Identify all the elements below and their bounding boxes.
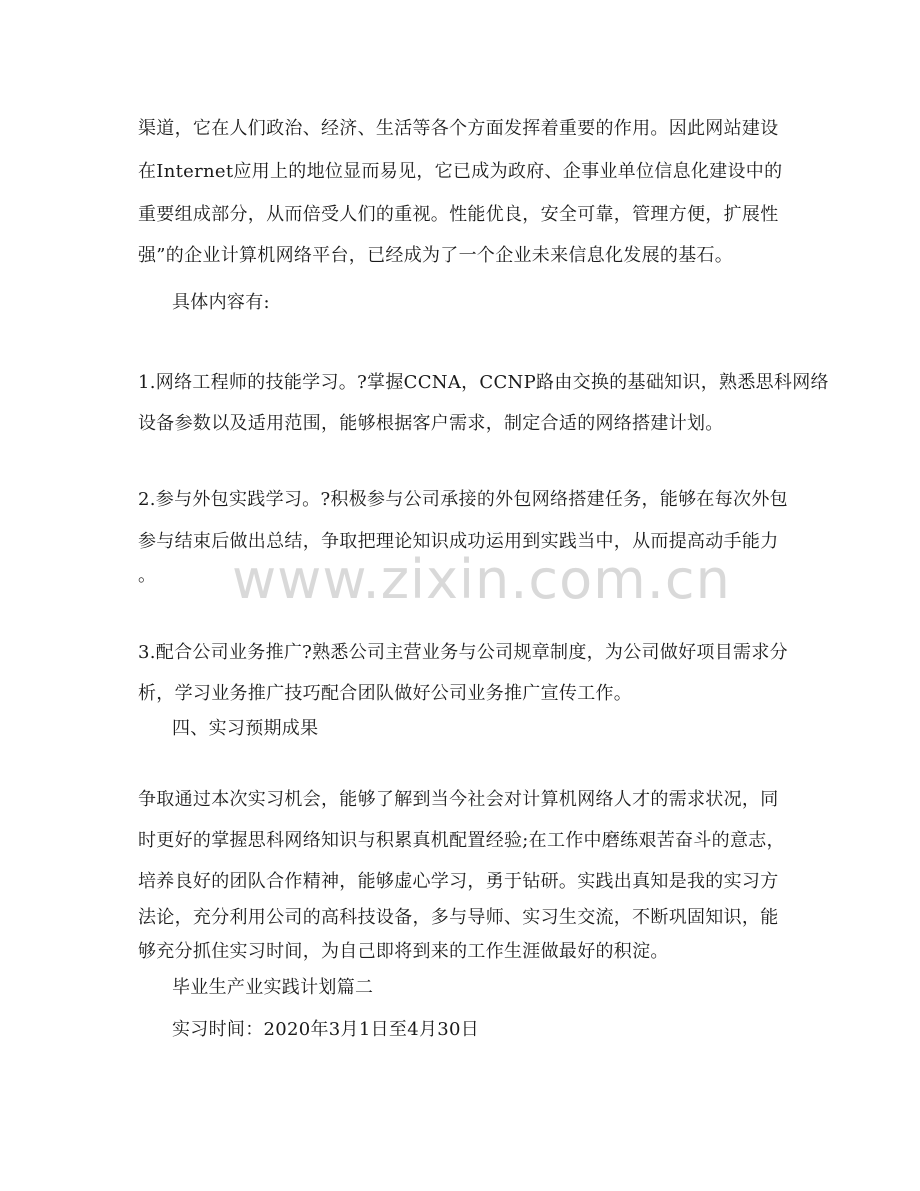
watermark: www.zixin.com.cn xyxy=(232,548,731,611)
list-item-line: 2.参与外包实践学习。?积极参与公司承接的外包网络搭建任务，能够在每次外包 xyxy=(138,489,788,510)
plan-title: 毕业生产业实践计划篇二 xyxy=(172,977,374,998)
paragraph-line: 重要组成部分，从而倍受人们的重视。性能优良，安全可靠，管理方便，扩展性 xyxy=(138,204,779,225)
list-item-line: 设备参数以及适用范围，能够根据客户需求，制定合适的网络搭建计划。 xyxy=(138,413,724,434)
content-heading: 具体内容有: xyxy=(172,292,270,313)
section-heading: 四、实习预期成果 xyxy=(172,718,319,739)
paragraph-line: 争取通过本次实习机会，能够了解到当今社会对计算机网络人才的需求状况，同 xyxy=(138,789,779,810)
paragraph-line: 强”的企业计算机网络平台，已经成为了一个企业未来信息化发展的基石。 xyxy=(138,245,734,266)
internship-time: 实习时间：2020年3月1日至4月30日 xyxy=(172,1019,480,1040)
paragraph-line: 够充分抓住实习时间，为自己即将到来的工作生涯做最好的积淀。 xyxy=(138,941,669,962)
list-item-line: 。 xyxy=(138,565,157,586)
paragraph-line: 培养良好的团队合作精神，能够虚心学习，勇于钻研。实践出真知是我的实习方 xyxy=(138,871,779,892)
list-item-line: 1.网络工程师的技能学习。?掌握CCNA，CCNP路由交换的基础知识，熟悉思科网络 xyxy=(138,372,829,393)
list-item-line: 析，学习业务推广技巧配合团队做好公司业务推广宣传工作。 xyxy=(138,683,633,704)
list-item-line: 参与结束后做出总结，争取把理论知识成功运用到实践当中，从而提高动手能力 xyxy=(138,531,779,552)
paragraph-line: 渠道，它在人们政治、经济、生活等各个方面发挥着重要的作用。因此网站建设 xyxy=(138,118,779,139)
paragraph-line: 时更好的掌握思科网络知识与积累真机配置经验;在工作中磨练艰苦奋斗的意志， xyxy=(138,830,785,851)
paragraph-line: 在Internet应用上的地位显而易见，它已成为政府、企事业单位信息化建设中的 xyxy=(138,161,783,182)
paragraph-line: 法论，充分利用公司的高科技设备，多与导师、实习生交流，不断巩固知识，能 xyxy=(138,907,779,928)
list-item-line: 3.配合公司业务推广?熟悉公司主营业务与公司规章制度，为公司做好项目需求分 xyxy=(138,642,788,663)
